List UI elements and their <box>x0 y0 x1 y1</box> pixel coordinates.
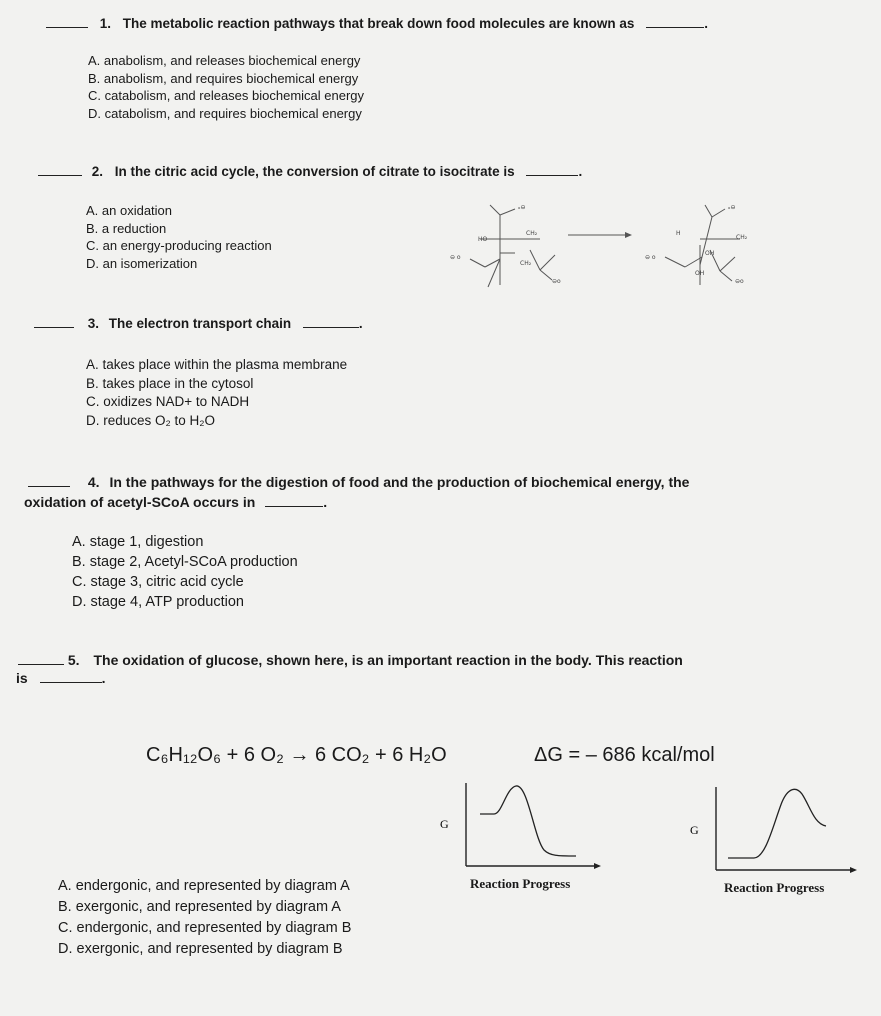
choice-b[interactable]: B. anabolism, and requires biochemical energy <box>88 70 359 86</box>
answer-blank-1[interactable] <box>46 27 88 28</box>
choice-c[interactable]: C. an energy-producing reaction <box>86 238 272 253</box>
question-number: 3. <box>87 316 100 331</box>
choice-a[interactable]: A. an oxidation <box>86 203 173 218</box>
svg-text:⊖o: ⊖o <box>552 278 561 285</box>
diagram-a-energy-curve <box>480 786 576 856</box>
fill-in-blank <box>526 175 578 176</box>
choice-a[interactable]: A. endergonic, and represented by diagram A <box>58 878 350 894</box>
delta-g-value: ΔG = – 686 kcal/mol <box>534 744 715 766</box>
diagram-a <box>436 778 606 898</box>
fill-in-blank <box>303 327 359 328</box>
question-number: 1. <box>99 16 112 31</box>
fill-in-blank <box>265 506 323 507</box>
diagram-a-x-label: Reaction Progress <box>470 876 571 891</box>
period: . <box>323 494 328 510</box>
choice-c[interactable]: C. oxidizes NAD+ to NADH <box>86 394 250 409</box>
question-2-stem <box>38 164 582 179</box>
svg-text:CH₂: CH₂ <box>736 234 748 241</box>
question-text-line-2: oxidation of acetyl-SCoA occurs in <box>24 494 256 510</box>
question-text-line-1: The oxidation of glucose, shown here, is an important reaction in the body. This reaction <box>93 652 683 668</box>
answer-blank-2[interactable] <box>38 175 82 176</box>
reaction-arrow <box>568 232 632 238</box>
diagram-a-plot <box>436 778 606 873</box>
diagram-b-x-label: Reaction Progress <box>724 880 825 895</box>
question-4-stem <box>28 474 689 490</box>
svg-text:⊖ o: ⊖ o <box>645 254 656 261</box>
question-4-choices <box>72 532 298 612</box>
choice-b[interactable]: B. a reduction <box>86 220 167 236</box>
diagram-b-energy-curve <box>728 789 826 858</box>
choice-b[interactable]: B. takes place in the cytosol <box>86 375 254 391</box>
fill-in-blank <box>40 682 102 683</box>
diagram-a-axis-arrow <box>594 863 601 869</box>
choice-d[interactable]: D. stage 4, ATP production <box>72 594 244 610</box>
choice-d[interactable]: D. exergonic, and represented by diagram B <box>58 941 343 957</box>
question-number: 2. <box>91 164 104 179</box>
answer-blank-3[interactable] <box>34 327 74 328</box>
diagram-b-plot <box>686 782 866 877</box>
question-3-choices <box>86 356 347 430</box>
period: . <box>358 316 363 331</box>
period: . <box>578 164 583 179</box>
choice-d[interactable]: D. reduces O₂ to H₂O <box>86 412 216 428</box>
svg-text:OH: OH <box>695 270 705 277</box>
question-5-choices <box>58 876 351 960</box>
question-text-line-1: In the pathways for the digestion of food and the production of biochemical energy, the <box>109 474 690 490</box>
diagram-a-y-label: G <box>440 817 449 831</box>
question-number: 5. <box>67 652 80 668</box>
question-text-line-2: is <box>16 670 28 686</box>
svg-text:CH₂: CH₂ <box>520 260 532 267</box>
question-5-stem <box>18 652 683 668</box>
question-1-choices <box>88 52 364 122</box>
question-4-stem-line-2 <box>24 494 327 510</box>
svg-text:H: H <box>676 230 681 237</box>
choice-d[interactable]: D. an isomerization <box>86 255 198 271</box>
choice-b[interactable]: B. stage 2, Acetyl-SCoA production <box>72 554 298 570</box>
answer-blank-5[interactable] <box>18 664 64 665</box>
citrate-structure <box>470 205 555 287</box>
question-number: 4. <box>87 474 100 490</box>
question-5-stem-line-2 <box>16 670 105 686</box>
choice-d[interactable]: D. catabolism, and requires biochemical energy <box>88 105 362 121</box>
diagram-b-axis-arrow <box>850 867 857 873</box>
choice-a[interactable]: A. anabolism, and releases biochemical energy <box>88 53 361 68</box>
citrate-isocitrate-structures <box>440 195 770 295</box>
fill-in-blank <box>646 27 704 28</box>
choice-a[interactable]: A. takes place within the plasma membrane <box>86 357 348 372</box>
svg-text:ₒ⊖: ₒ⊖ <box>728 204 736 211</box>
choice-c[interactable]: C. stage 3, citric acid cycle <box>72 574 244 590</box>
question-text: The electron transport chain <box>108 316 292 331</box>
svg-text:ₒ⊖: ₒ⊖ <box>518 204 526 211</box>
answer-blank-4[interactable] <box>28 486 70 487</box>
diagram-b <box>686 782 866 902</box>
period: . <box>101 670 106 686</box>
question-3-stem <box>34 316 363 331</box>
svg-text:HO: HO <box>478 236 488 243</box>
question-2-choices <box>86 202 272 272</box>
isocitrate-atom-labels <box>645 204 748 285</box>
svg-text:⊖ o: ⊖ o <box>450 254 461 261</box>
question-1-stem <box>46 16 708 31</box>
question-text: The metabolic reaction pathways that break down food molecules are known as <box>122 16 635 31</box>
choice-b[interactable]: B. exergonic, and represented by diagram A <box>58 899 341 915</box>
choice-c[interactable]: C. endergonic, and represented by diagram B <box>58 920 352 936</box>
choice-c[interactable]: C. catabolism, and releases biochemical energy <box>88 88 365 103</box>
choice-a[interactable]: A. stage 1, digestion <box>72 534 204 550</box>
svg-text:OH: OH <box>705 250 715 257</box>
question-text: In the citric acid cycle, the conversion of citrate to isocitrate is <box>114 164 515 179</box>
svg-text:⊖o: ⊖o <box>735 278 744 285</box>
glucose-oxidation-equation: C₆H₁₂O₆ + 6 O₂ → 6 CO₂ + 6 H₂O <box>146 744 447 766</box>
citrate-atom-labels <box>450 204 561 285</box>
diagram-b-y-label: G <box>690 823 699 837</box>
svg-text:CH₂: CH₂ <box>526 230 538 237</box>
period: . <box>704 16 708 31</box>
